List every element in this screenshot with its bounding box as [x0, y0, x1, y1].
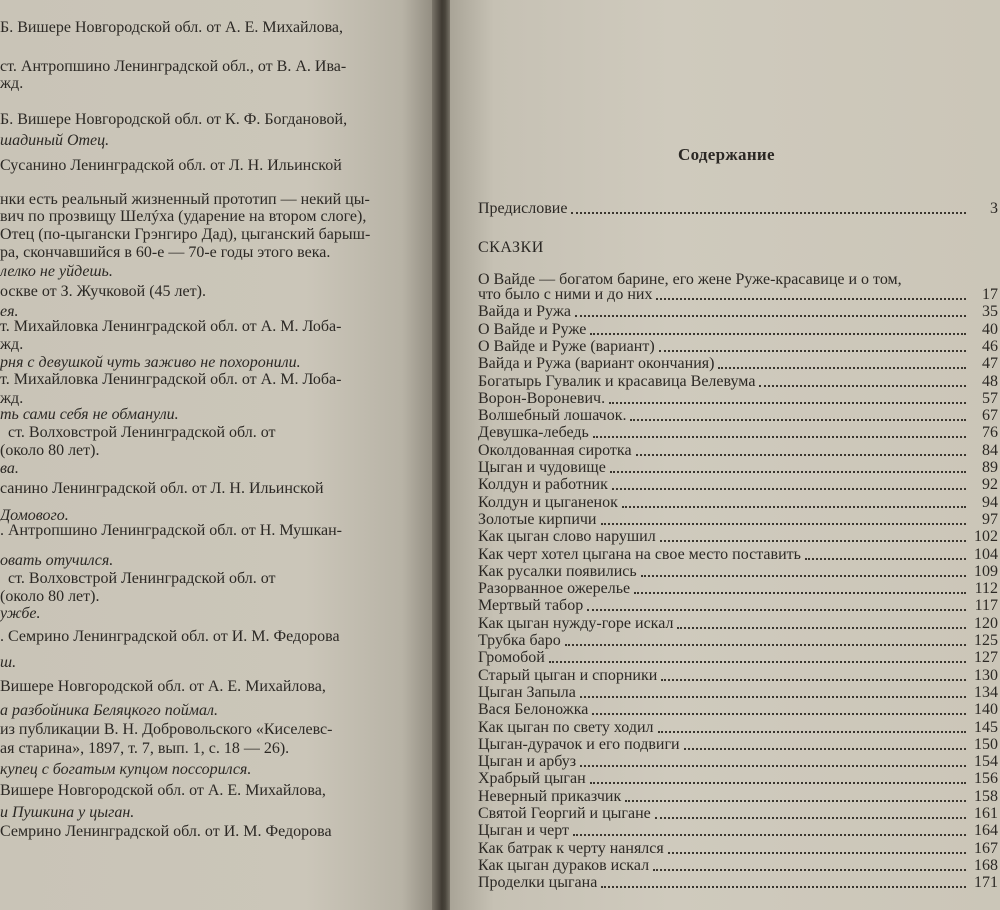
toc-page-number: 127 — [974, 649, 998, 666]
toc-page-number: 92 — [982, 476, 998, 493]
toc-leader-dots — [653, 868, 966, 871]
toc-page-number: 120 — [974, 615, 998, 632]
toc-leader-dots — [630, 418, 966, 421]
toc-title: Богатырь Гувалик и красавица Велевума — [478, 373, 756, 390]
left-page-line: овать отучился. — [0, 552, 114, 569]
toc-title: Золотые кирпичи — [478, 511, 597, 528]
toc-leader-dots — [612, 487, 966, 490]
left-page-line: жд. — [0, 390, 24, 407]
toc-row — [478, 511, 998, 529]
toc-page-number: 104 — [974, 546, 998, 563]
toc-leader-dots — [610, 470, 966, 473]
toc-leader-dots — [565, 643, 966, 646]
toc-title: Как цыган слово нарушил — [478, 528, 656, 545]
toc-page-number: 112 — [974, 580, 998, 597]
toc-page-number: 89 — [982, 459, 998, 476]
toc-leader-dots — [575, 314, 966, 317]
toc-title: Колдун и работник — [478, 476, 608, 493]
toc-row — [478, 424, 998, 442]
toc-title: Околдованная сиротка — [478, 442, 632, 459]
toc-row — [478, 303, 998, 321]
toc-page-number: 161 — [974, 805, 998, 822]
toc-row — [478, 753, 998, 771]
toc-leader-dots — [580, 764, 966, 767]
toc-title: Цыган и чудовище — [478, 459, 606, 476]
toc-row — [478, 667, 998, 685]
toc-title: Проделки цыгана — [478, 874, 598, 891]
toc-row — [478, 719, 998, 737]
toc-page-number: 168 — [974, 857, 998, 874]
toc-leader-dots — [661, 678, 966, 681]
left-page-line: оскве от З. Жучковой (45 лет). — [0, 283, 206, 300]
toc-row — [478, 373, 998, 391]
left-page-line: вич по прозвищу Шелýха (ударение на втором слоге), — [0, 208, 367, 225]
toc-title: О Вайде и Руже — [478, 321, 587, 338]
left-page-line: Б. Вишере Новгородской обл. от К. Ф. Богдановой, — [0, 111, 348, 128]
toc-title: Как цыган дураков искал — [478, 857, 650, 874]
toc-page-number: 57 — [982, 390, 998, 407]
left-page-line: ва. — [0, 460, 19, 477]
toc-row — [478, 788, 998, 806]
left-page-line: лелко не уйдешь. — [0, 263, 113, 280]
toc-leader-dots — [656, 297, 966, 300]
toc-page-number: 47 — [982, 355, 998, 372]
toc-leader-dots — [593, 435, 966, 438]
toc-leader-dots — [634, 591, 966, 594]
left-page-line: жд. — [0, 336, 24, 353]
toc-page-number: 40 — [982, 321, 998, 338]
toc-row — [478, 580, 998, 598]
left-page-line: Вишере Новгородской обл. от А. Е. Михайлова, — [0, 782, 326, 799]
left-page-line: ст. Антропшино Ленинградской обл., от В. А. Ива- — [0, 58, 347, 75]
toc-title: Как русалки появились — [478, 563, 637, 580]
toc-title: Как черт хотел цыгана на свое место поставить — [478, 546, 801, 563]
toc-leader-dots — [601, 522, 967, 525]
left-page-line: (около 80 лет). — [0, 442, 100, 459]
toc-title: Мертвый табор — [478, 597, 584, 614]
toc-page-number: 3 — [990, 200, 998, 217]
left-page-line: санино Ленинградской обл. от Л. Н. Ильинской — [0, 480, 324, 497]
toc-row — [478, 701, 998, 719]
toc-leader-dots — [573, 833, 966, 836]
left-page-line: ст. Волховстрой Ленинградской обл. от — [8, 424, 276, 441]
toc-title: Вася Белоножка — [478, 701, 589, 718]
toc-leader-dots — [659, 349, 966, 352]
left-page-line: Сусанино Ленинградской обл. от Л. Н. Ильинской — [0, 157, 342, 174]
toc-leader-dots — [549, 660, 966, 663]
left-page-line: нки есть реальный жизненный прототип — некий цы- — [0, 191, 370, 208]
toc-page-number: 109 — [974, 563, 998, 580]
toc-title: Как цыган по свету ходил — [478, 719, 654, 736]
toc-entry-first-line: О Вайде — богатом барине, его жене Руже-красавице и о том, — [478, 271, 902, 288]
toc-leader-dots — [668, 851, 966, 854]
toc-title: Как цыган нужду-горе искал — [478, 615, 674, 632]
toc-leader-dots — [641, 574, 966, 577]
toc-title: Девушка-лебедь — [478, 424, 589, 441]
toc-row — [478, 355, 998, 373]
left-page-line: Отец (по-цыгански Грэнгиро Дад), цыганский барыш- — [0, 226, 371, 243]
toc-page-number: 67 — [982, 407, 998, 424]
toc-page-number: 48 — [982, 373, 998, 390]
left-page-line: т. Михайловка Ленинградской обл. от А. М. Лоба- — [0, 371, 342, 388]
toc-row — [478, 649, 998, 667]
toc-title: Громобой — [478, 649, 545, 666]
toc-leader-dots — [636, 453, 966, 456]
toc-leader-dots — [658, 730, 967, 733]
toc-row — [478, 286, 998, 304]
toc-title: Колдун и цыганенок — [478, 494, 618, 511]
toc-page-number: 125 — [974, 632, 998, 649]
toc-page-number: 134 — [974, 684, 998, 701]
left-page-line: т. Михайловка Ленинградской обл. от А. М. Лоба- — [0, 318, 342, 335]
toc-row — [478, 338, 998, 356]
toc-leader-dots — [590, 332, 966, 335]
toc-row — [478, 805, 998, 823]
toc-row — [478, 442, 998, 460]
toc-leader-dots — [655, 816, 966, 819]
toc-title: О Вайде и Руже (вариант) — [478, 338, 655, 355]
left-page-line: ть сами себя не обманули. — [0, 406, 179, 423]
toc-leader-dots — [601, 885, 966, 888]
toc-row — [478, 321, 998, 339]
left-page-line: и Пушкина у цыган. — [0, 804, 135, 821]
toc-title: Цыган-дурачок и его подвиги — [478, 736, 680, 753]
toc-page-number: 140 — [974, 701, 998, 718]
toc-leader-dots — [609, 401, 966, 404]
left-page-line: . Семрино Ленинградской обл. от И. М. Федорова — [0, 628, 340, 645]
toc-leader-dots — [587, 608, 966, 611]
toc-leader-dots — [622, 505, 966, 508]
left-page-line: жд. — [0, 75, 24, 92]
left-page-line: . Антропшино Ленинградской обл. от Н. Мушкан- — [0, 522, 343, 539]
toc-row — [478, 476, 998, 494]
toc-page-number: 167 — [974, 840, 998, 857]
left-page-line: ужбе. — [0, 605, 41, 622]
toc-row — [478, 528, 998, 546]
toc-row — [478, 494, 998, 512]
toc-page-number: 130 — [974, 667, 998, 684]
left-page-line: рня с девушкой чуть заживо не похоронили. — [0, 354, 301, 371]
toc-leader-dots — [625, 799, 966, 802]
toc-leader-dots — [660, 539, 966, 542]
left-page-line: ра, скончавшийся в 60-е — 70-е годы этого века. — [0, 244, 331, 261]
toc-row — [478, 390, 998, 408]
toc-leader-dots — [592, 712, 966, 715]
toc-row — [478, 459, 998, 477]
toc-page-number: 150 — [974, 736, 998, 753]
toc-leader-dots — [580, 695, 966, 698]
toc-row — [478, 563, 998, 581]
toc-title: Цыган и черт — [478, 822, 570, 839]
toc-page-number: 171 — [974, 874, 998, 891]
left-page-line: (около 80 лет). — [0, 588, 100, 605]
toc-title: Неверный приказчик — [478, 788, 622, 805]
toc-leader-dots — [590, 781, 966, 784]
toc-leader-dots — [684, 747, 966, 750]
left-page-line: шадиный Отец. — [0, 132, 110, 149]
toc-leader-dots — [571, 211, 966, 214]
left-page-line: а разбойника Беляцкого поймал. — [0, 702, 218, 719]
toc-title: Цыган и арбуз — [478, 753, 577, 770]
toc-page-number: 145 — [974, 719, 998, 736]
toc-row — [478, 770, 998, 788]
left-page-line: ш. — [0, 654, 17, 671]
toc-title: Храбрый цыган — [478, 770, 586, 787]
toc-page-number: 156 — [974, 770, 998, 787]
toc-row — [478, 200, 998, 218]
toc-page-number: 164 — [974, 822, 998, 839]
toc-title: Старый цыган и спорники — [478, 667, 658, 684]
toc-row — [478, 407, 998, 425]
toc-title: Вайда и Ружа (вариант окончания) — [478, 355, 715, 372]
toc-page-number: 76 — [982, 424, 998, 441]
toc-page-number: 154 — [974, 753, 998, 770]
left-page-line: ст. Волховстрой Ленинградской обл. от — [8, 570, 276, 587]
toc-title: Предисловие — [478, 200, 568, 217]
left-page-line: Домового. — [0, 507, 69, 524]
toc-row — [478, 684, 998, 702]
toc-title: Трубка баро — [478, 632, 561, 649]
toc-row — [478, 597, 998, 615]
left-page-line: купец с богатым купцом поссорился. — [0, 761, 252, 778]
toc-page-number: 35 — [982, 303, 998, 320]
left-page-line: Семрино Ленинградской обл. от И. М. Федорова — [0, 823, 332, 840]
toc-row — [478, 874, 998, 892]
toc-row — [478, 822, 998, 840]
section-title: СКАЗКИ — [478, 239, 544, 256]
toc-page-number: 117 — [974, 597, 998, 614]
toc-title: Вайда и Ружа — [478, 303, 571, 320]
toc-leader-dots — [805, 557, 966, 560]
toc-row — [478, 857, 998, 875]
toc-row — [478, 632, 998, 650]
contents-heading: Содержание — [678, 145, 775, 164]
toc-leader-dots — [718, 366, 966, 369]
toc-title: что было с ними и до них — [478, 286, 653, 303]
left-page-line: из публикации В. Н. Добровольского «Киселевс- — [0, 721, 333, 738]
left-page-line: ая старина», 1897, т. 7, вып. 1, с. 18 — 26). — [0, 740, 290, 757]
toc-page-number: 97 — [982, 511, 998, 528]
toc-title: Разорванное ожерелье — [478, 580, 631, 597]
toc-row — [478, 736, 998, 754]
toc-row — [478, 546, 998, 564]
toc-title: Святой Георгий и цыгане — [478, 805, 651, 822]
toc-page-number: 158 — [974, 788, 998, 805]
toc-title: Ворон-Вороневич. — [478, 390, 606, 407]
toc-title: Как батрак к черту нанялся — [478, 840, 664, 857]
toc-leader-dots — [677, 626, 966, 629]
toc-page-number: 46 — [982, 338, 998, 355]
left-page-line: ея. — [0, 303, 19, 320]
toc-page-number: 94 — [982, 494, 998, 511]
toc-title: Цыган Запыла — [478, 684, 576, 701]
toc-page-number: 102 — [974, 528, 998, 545]
toc-title: Волшебный лошачок. — [478, 407, 627, 424]
toc-row — [478, 840, 998, 858]
left-page — [0, 0, 437, 910]
left-page-line: Вишере Новгородской обл. от А. Е. Михайлова, — [0, 678, 326, 695]
toc-row — [478, 615, 998, 633]
left-page-line: Б. Вишере Новгородской обл. от А. Е. Михайлова, — [0, 19, 344, 36]
toc-page-number: 84 — [982, 442, 998, 459]
toc-leader-dots — [759, 384, 966, 387]
toc-page-number: 17 — [982, 286, 998, 303]
